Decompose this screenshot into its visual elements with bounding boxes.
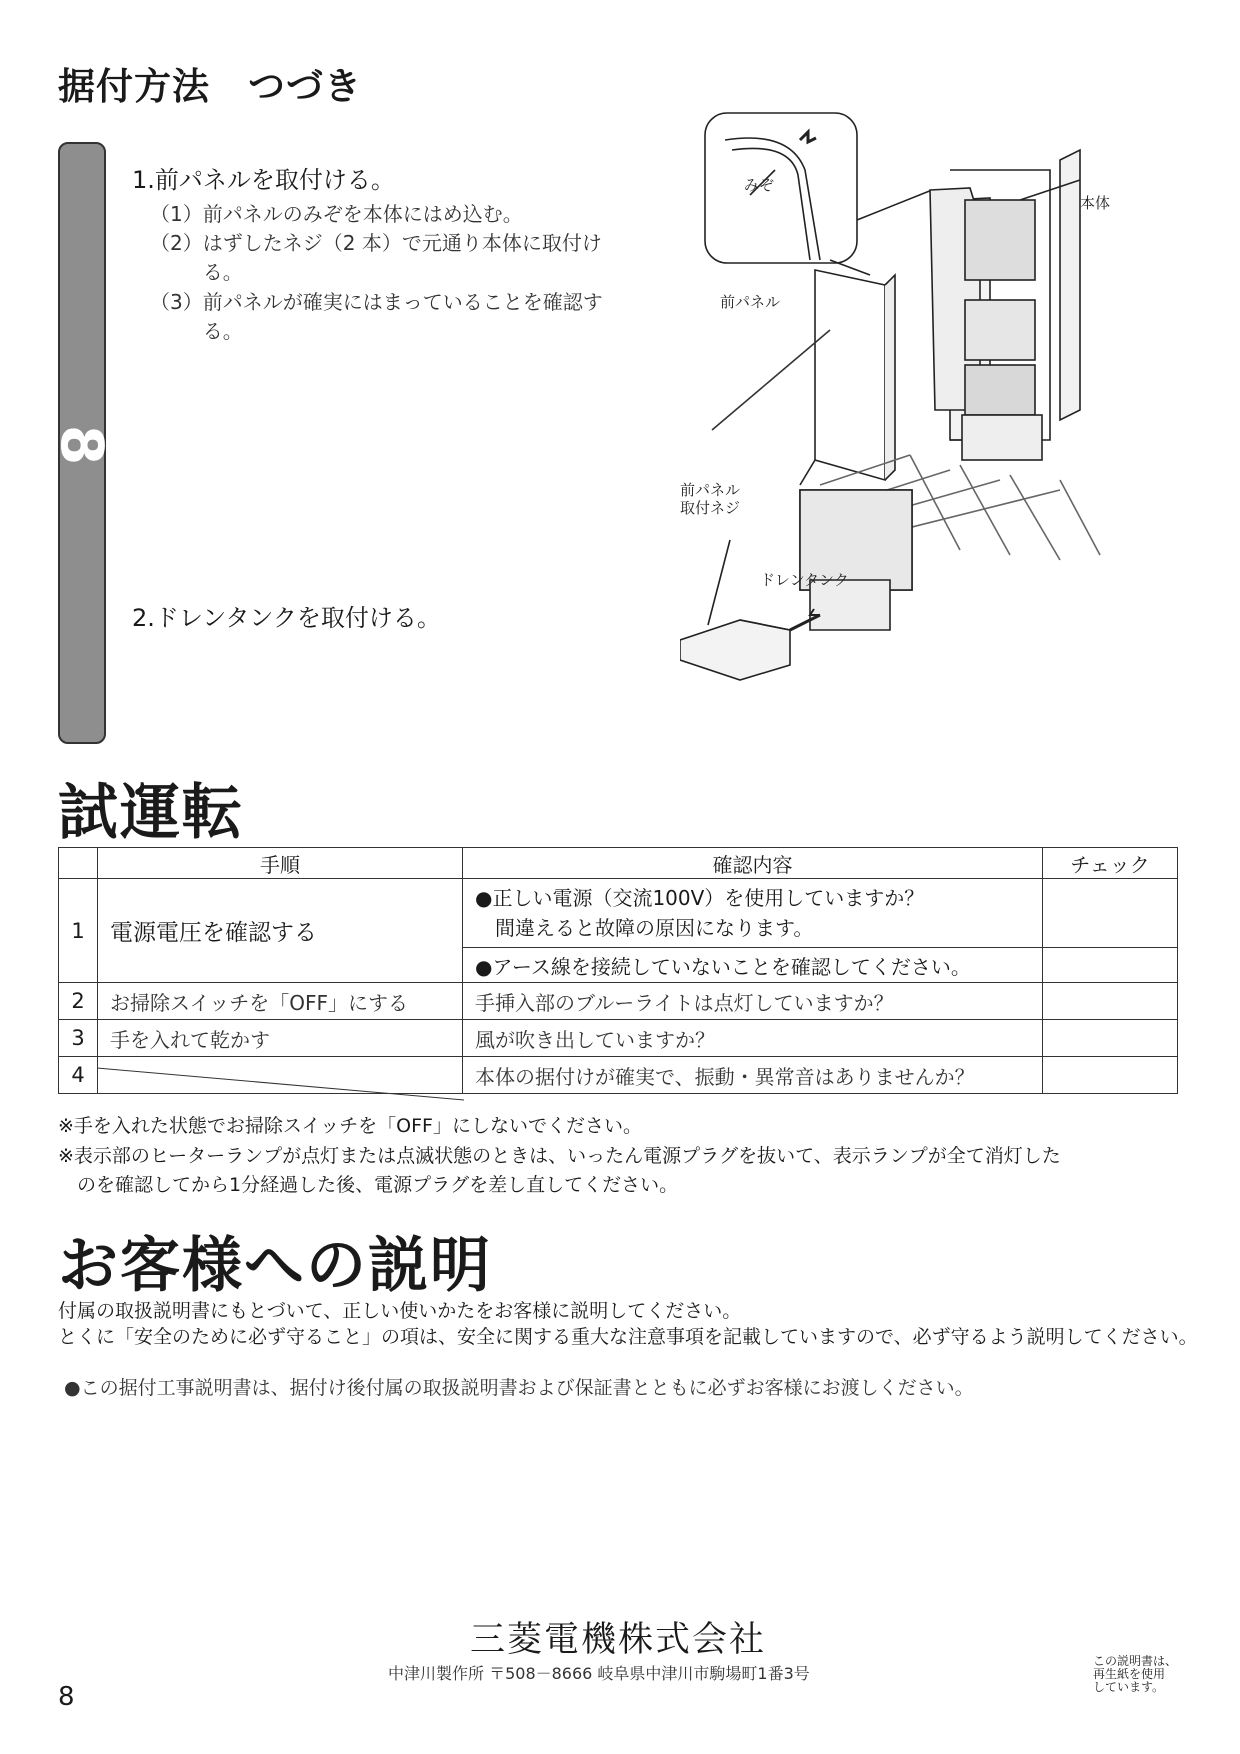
- col-check: チェック: [1043, 848, 1178, 879]
- table-row: 3 手を入れて乾かす 風が吹き出していますか？: [59, 1020, 1178, 1057]
- panel-screw-label-1: 前パネル: [680, 481, 741, 499]
- company-address: 中津川製作所 〒508－8666 岐阜県中津川市駒場町1番3号: [388, 1664, 810, 1683]
- check-cell: [1043, 983, 1178, 1020]
- col-check-content: 確認内容: [463, 848, 1043, 879]
- recycled-paper-note: この説明書は、 再生紙を使用 しています。: [1093, 1654, 1178, 1694]
- trial-note-1: ※手を入れた状態でお掃除スイッチを「OFF」にしないでください。: [58, 1115, 642, 1137]
- customer-title: お客様への説明: [58, 1231, 492, 1301]
- check-cell: [1043, 1057, 1178, 1094]
- step-tab-number: 8: [48, 424, 116, 466]
- check-cell: [1043, 948, 1178, 983]
- table-row: 4 本体の据付けが確実で、振動・異常音はありませんか？: [59, 1057, 1178, 1094]
- check-cell: [1043, 879, 1178, 948]
- company-name: 三菱電機株式会社: [470, 1620, 767, 1660]
- check-cell: [1043, 1020, 1178, 1057]
- substep-3: （3） 前パネルが確実にはまっていることを確認する。: [150, 290, 603, 343]
- trial-note-3: のを確認してから1分経過した後、電源プラグを差し直してください。: [58, 1174, 679, 1196]
- trial-run-title: 試運転: [58, 778, 244, 848]
- col-number: [59, 848, 98, 879]
- substep-2: （2） はずしたネジ（2 本）で元通り本体に取付ける。: [150, 231, 602, 284]
- table-row: 1 電源電圧を確認する ●正しい電源（交流100V）を使用していますか？ 間違えると故障の原因になります。: [59, 879, 1178, 948]
- drain-tank-label: ドレンタンク: [760, 571, 849, 589]
- customer-bullet: ●この据付工事説明書は、据付け後付属の取扱説明書および保証書とともに必ずお客様にお渡しください。: [64, 1377, 974, 1399]
- diagonal-slash: [97, 1066, 464, 1102]
- customer-line-1: 付属の取扱説明書にもとづいて、正しい使いかたをお客様に説明してください。: [58, 1300, 742, 1322]
- table-row: ●アース線を接続していないことを確認してください。: [59, 948, 1178, 983]
- installation-illustration: [680, 110, 1200, 730]
- section-heading: 据付方法 つづき: [58, 65, 362, 108]
- groove-label: みぞ: [744, 176, 775, 194]
- table-row: 2 お掃除スイッチを「OFF」にする 手挿入部のブルーライトは点灯していますか？: [59, 983, 1178, 1020]
- substep-1: （1）前パネルのみぞを本体にはめ込む。: [150, 202, 523, 226]
- step1-title: 1.前パネルを取付ける。: [132, 166, 395, 194]
- customer-line-2: とくに「安全のために必ず守ること」の項は、安全に関する重大な注意事項を記載していますので、必ず守るよう説明してください。: [58, 1326, 1198, 1348]
- trial-run-table: [58, 847, 1178, 1094]
- col-procedure: 手順: [98, 848, 463, 879]
- main-body-label: 本体: [1080, 194, 1111, 212]
- trial-note-2: ※表示部のヒーターランプが点灯または点滅状態のときは、いったん電源プラグを抜いて、表示ランプが全て消灯した: [58, 1145, 1061, 1167]
- front-panel-label: 前パネル: [720, 293, 781, 311]
- step2-title: 2.ドレンタンクを取付ける。: [132, 604, 441, 632]
- panel-screw-label-2: 取付ネジ: [680, 499, 741, 517]
- page-number: 8: [58, 1682, 75, 1712]
